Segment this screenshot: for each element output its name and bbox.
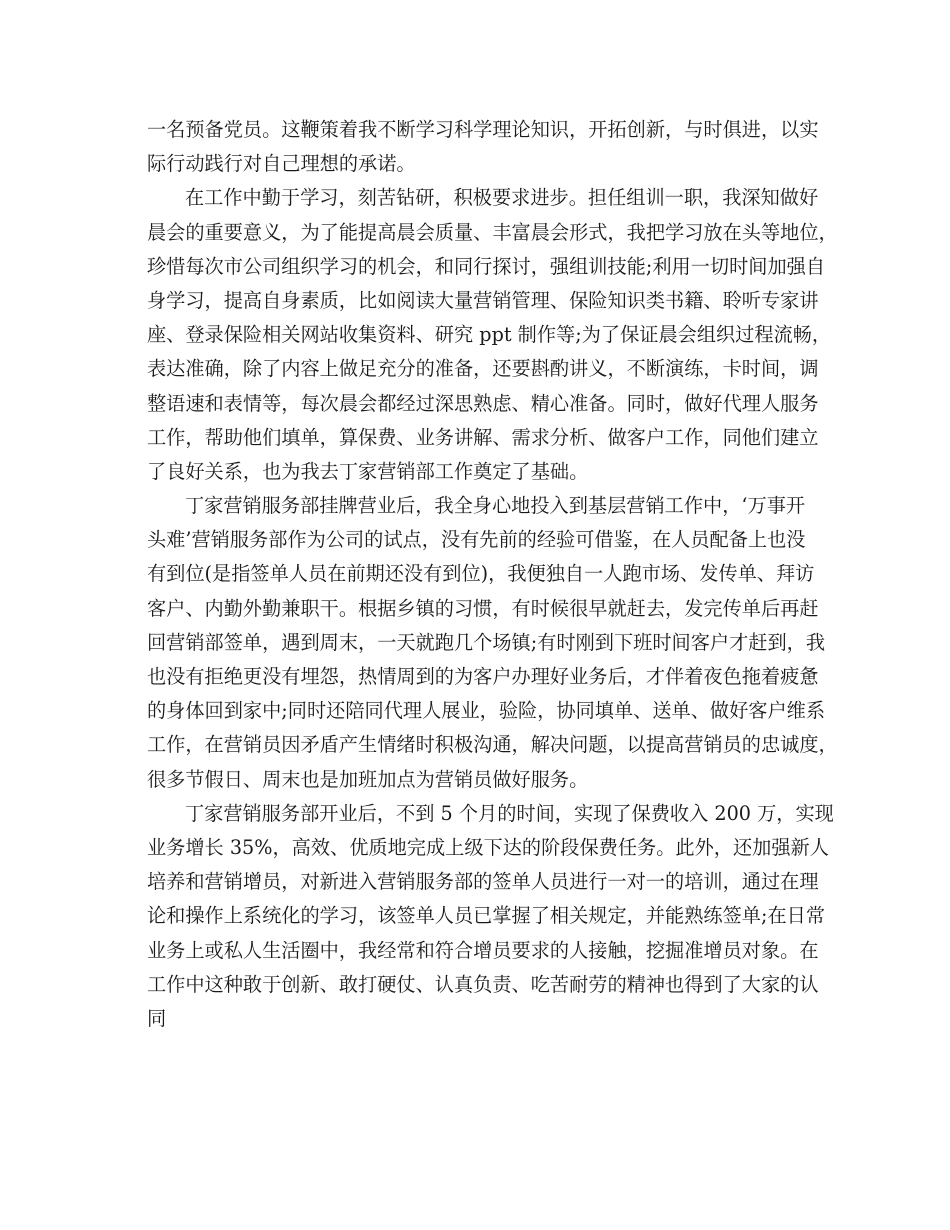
text-line: 珍惜每次市公司组织学习的机会，和同行探讨，强组训技能;利用一切时间加强自 — [147, 254, 826, 278]
text-line: 论和操作上系统化的学习，该签单人员已掌握了相关规定，并能熟练签单;在日常 — [147, 904, 826, 928]
text-line: 工作中这种敢于创新、敢打硬仗、认真负责、吃苦耐劳的精神也得到了大家的认 — [147, 972, 819, 996]
text-line: 在工作中勤于学习，刻苦钻研，积极要求进步。担任组训一职，我深知做好 — [185, 186, 819, 210]
text-line: 的身体回到家中;同时还陪同代理人展业，验险，协同填单、送单、做好客户维系 — [147, 699, 826, 723]
text-line: 表达准确，除了内容上做足充分的准备，还要斟酌讲义，不断演练，卡时间，调 — [147, 357, 819, 381]
text-line: 座、登录保险相关网站收集资料、研究 ppt 制作等;为了保证晨会组织过程流畅， — [147, 323, 832, 347]
text-line: 了良好关系，也为我去丁家营销部工作奠定了基础。 — [147, 459, 589, 483]
text-line: 工作，在营销员因矛盾产生情绪时积极沟通，解决问题，以提高营销员的忠诚度， — [147, 733, 838, 757]
text-line: 整语速和表情等，每次晨会都经过深思熟虑、精心准备。同时，做好代理人服务 — [147, 391, 819, 415]
text-line: 工作，帮助他们填单，算保费、业务讲解、需求分析、做客户工作，同他们建立 — [147, 425, 819, 449]
text-line: 培养和营销增员，对新进入营销服务部的签单人员进行一对一的培训，通过在理 — [147, 870, 819, 894]
text-line: 际行动践行对自己理想的承诺。 — [147, 152, 416, 176]
text-line: 丁家营销服务部开业后，不到 5 个月的时间，实现了保费收入 200 万，实现 — [185, 801, 834, 825]
text-line: 业务上或私人生活圈中，我经常和符合增员要求的人接触，挖掘准增员对象。在 — [147, 938, 819, 962]
text-line: 身学习，提高自身素质，比如阅读大量营销管理、保险知识类书籍、聆听专家讲 — [147, 288, 819, 312]
text-line: 一名预备党员。这鞭策着我不断学习科学理论知识，开拓创新，与时俱进，以实 — [147, 118, 819, 141]
text-line: 同 — [147, 1006, 167, 1030]
text-line: 有到位(是指签单人员在前期还没有到位)，我便独自一人跑市场、发传单、拜访 — [147, 562, 815, 586]
text-line: 晨会的重要意义，为了能提高晨会质量、丰富晨会形式，我把学习放在头等地位， — [147, 220, 838, 244]
text-line: 回营销部签单，遇到周末，一天就跑几个场镇;有时刚到下班时间客户才赶到，我 — [147, 630, 826, 654]
text-line: 客户、内勤外勤兼职干。根据乡镇的习惯，有时候很早就赶去，发完传单后再赶 — [147, 596, 819, 620]
text-line: 头难’营销服务部作为公司的试点，没有先前的经验可借鉴，在人员配备上也没 — [147, 528, 806, 552]
text-line: 很多节假日、周末也是加班加点为营销员做好服务。 — [147, 767, 589, 791]
text-line: 丁家营销服务部挂牌营业后，我全身心地投入到基层营销工作中，‘万事开 — [185, 494, 806, 518]
text-line: 业务增长 35%，高效、优质地完成上级下达的阶段保费任务。此外，还加强新人 — [147, 835, 829, 859]
body-text — [147, 113, 838, 1036]
text-line: 也没有拒绝更没有埋怨，热情周到的为客户办理好业务后，才伴着夜色拖着疲惫 — [147, 665, 819, 688]
